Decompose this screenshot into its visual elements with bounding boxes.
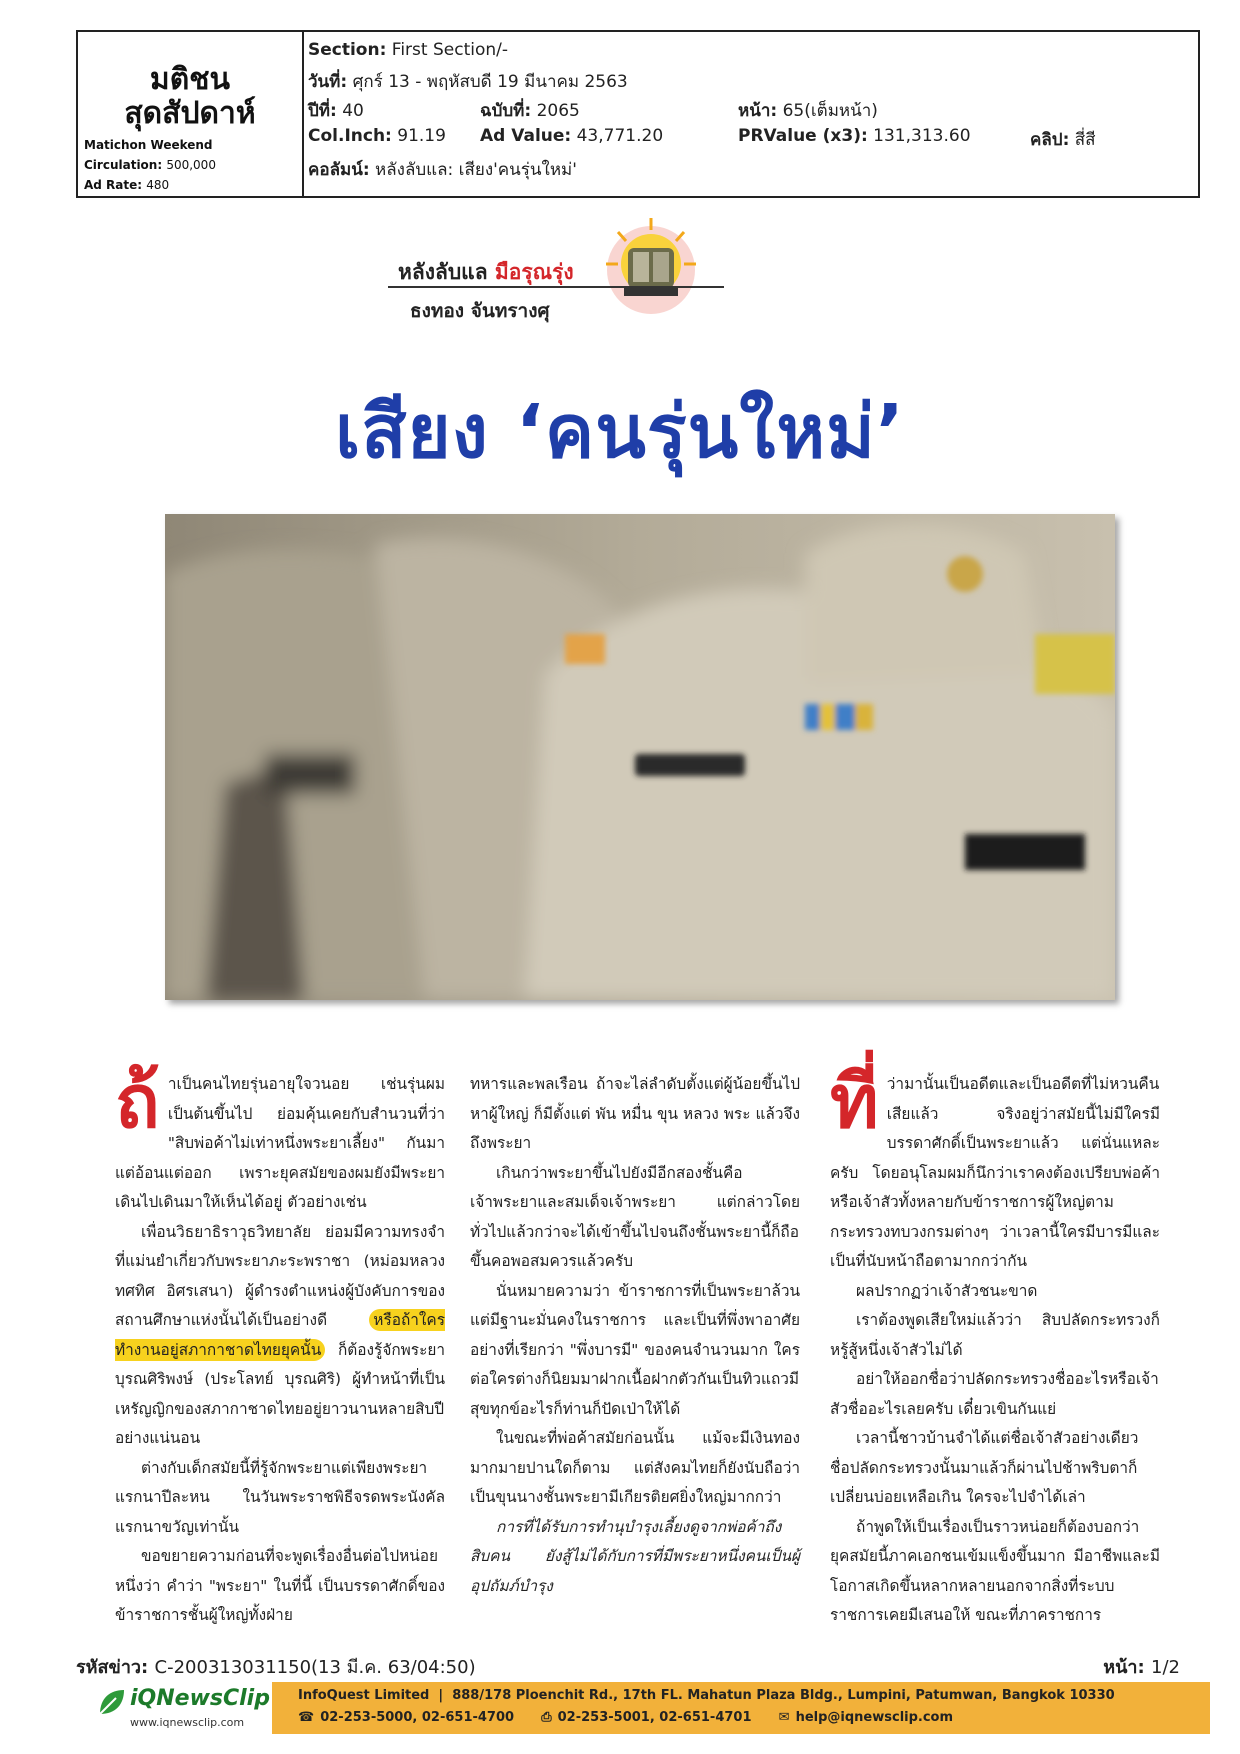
- paragraph: ต่างกับเด็กสมัยนี้ที่รู้จักพระยาแต่เพียงพระยาแรกนาปีละหน ในวันพระราชพิธีจรดพระนังคัลแรกนาขวัญเท่านั้น: [115, 1458, 445, 1536]
- paragraph: เราต้องพูดเสียใหม่แล้วว่า สิบปลัดกระทรวงก็หรู้สู้หนึ่งเจ้าสัวไม่ได้: [830, 1311, 1160, 1359]
- pull-quote: การที่ได้รับการทำนุบำรุงเลี้ยงดูจากพ่อค้าถึงสิบคน ยังสู้ไม่ได้กับการที่มีพระยาหนึ่งคนเป็นผู้อุปถัมภ์บำรุง: [470, 1517, 800, 1595]
- uniformed-officials-image: [165, 514, 1115, 1000]
- article-photo: [165, 514, 1115, 1000]
- phone-icon: ☎: [298, 1710, 315, 1725]
- publication-logo-line2: สุดสัปดาห์: [124, 96, 256, 131]
- headline: เสียง ‘คนรุ่นใหม่’: [334, 389, 906, 475]
- publication-name: Matichon Weekend: [84, 138, 213, 152]
- paragraph: ผลปรากฏว่าเจ้าสัวชนะขาด: [856, 1281, 1038, 1300]
- phone-numbers: 02-253-5000, 02-651-4700: [320, 1710, 515, 1725]
- paragraph: ในขณะที่พ่อค้าสมัยก่อนนั้น แม้จะมีเงินทองมากมายปานใดก็ตาม แต่สังคมไทยก็ยังนับถือว่าเป็นขุนนางชั้นพระยามีเกียรติยศยิ่งใหญ่มากกว่า: [470, 1429, 800, 1506]
- company-address: InfoQuest Limited | 888/178 Ploenchit Rd., 17th FL. Mahatun Plaza Bldg., Lumpini, Patumwan, Bangkok 10330: [298, 1688, 1115, 1703]
- column-name: หลังลับแล มือรุณรุ่ง: [398, 260, 574, 284]
- advalue-field: Ad Value: 43,771.20: [480, 126, 664, 146]
- paragraph: ที่ว่ามานั้นเป็นอดีตและเป็นอดีตที่ไม่หวนคืนเสียแล้ว จริงอยู่ว่าสมัยนี้ไม่มีใครมีบรรดาศักดิ์เป็นพระยาแล้ว แต่นั่นแหละครับ โดยอนุโลมผมก็นึกว่าเราคงต้องเปรียบพ่อค้าหรือเจ้าสัวทั้งหลายกับข้าราชการผู้ใหญ่ตามกระทรวงทบวงกรมต่างๆ ว่าเวลานี้ใครมีบารมีและเป็นที่นับหน้าถือตามากกว่ากัน: [830, 1059, 1160, 1270]
- circulation: Circulation: 500,000: [84, 158, 216, 172]
- clip-field: คลิป: สี่สี: [1030, 130, 1096, 150]
- leaf-logo-icon: [96, 1686, 128, 1718]
- dropcap: ถ้: [115, 1059, 160, 1145]
- email-address[interactable]: help@iqnewsclip.com: [795, 1710, 954, 1725]
- contact-details: [298, 1710, 953, 1725]
- publication-logo-line1: มติชน: [149, 62, 231, 97]
- clipping-header: [76, 30, 1200, 198]
- page-number: หน้า: 1/2: [1103, 1657, 1180, 1678]
- sun-emblem-icon: [596, 214, 706, 324]
- contact-bar: [272, 1682, 1210, 1734]
- ad-rate: Ad Rate: 480: [84, 178, 170, 192]
- column-field: คอลัมน์: หลังลับแล: เสียง'คนรุ่นใหม่': [308, 160, 577, 180]
- paragraph: เวลานี้ชาวบ้านจำได้แต่ชื่อเจ้าสัวอย่างเดียว ชื่อปลัดกระทรวงนั้นมาแล้วก็ผ่านไปช้าพริบตาก็เปลี่ยนบ่อยเหลือเกิน ใครจะไปจำได้เล่า: [830, 1429, 1139, 1506]
- column-banner: [380, 210, 740, 330]
- paragraph: เพื่อนวิธยาธิราวุธวิทยาลัย ย่อมมีความทรงจำที่แม่นยำเกี่ยวกับพระยาภะระพราชา (หม่อมหลวงทศทิศ อิศรเสนา) ผู้ดำรงตำแหน่งผู้บังคับการของสถานศึกษาแห่งนั้นได้เป็นอย่างดี หรือถ้าใครทำงานอยู่สภากาชาดไทยยุคนั้น ก็ต้องรู้จักพระยาบุรณศิริพงษ์ (ประโลทย์ บุรณศิริ) ผู้ทำหน้าที่เป็นเหรัญญิกของสภากาชาดไทยอยู่ยาวนานหลายสิบปีอย่างแน่นอน: [115, 1222, 445, 1447]
- prvalue-field: PRValue (x3): 131,313.60: [738, 126, 971, 146]
- colinch-field: Col.Inch: 91.19: [308, 126, 446, 146]
- brand-url: www.iqnewsclip.com: [130, 1716, 245, 1729]
- dropcap: ที่: [830, 1059, 879, 1145]
- paragraph: เกินกว่าพระยาขึ้นไปยังมีอีกสองชั้นคือ เจ้าพระยาและสมเด็จเจ้าพระยา แต่กล่าวโดยทั่วไปแล้วกว่าจะได้เข้าขึ้นไปจนถึงชั้นพระยานี้ก็ถือขึ้นคอพอสมควรแล้วครับ: [470, 1163, 800, 1270]
- highlighted-text: หรือถ้าใครทำงานอยู่สภากาชาดไทยยุคนั้น: [115, 1311, 445, 1359]
- page-field: หน้า: 65(เต็มหน้า): [738, 101, 878, 121]
- article-column-3: [830, 1059, 1160, 1631]
- year-field: ปีที่: 40: [308, 101, 364, 121]
- paragraph: ถ้าพูดให้เป็นเรื่องเป็นราวหน่อยก็ต้องบอกว่า ยุคสมัยนี้ภาคเอกชนเข้มแข็งขึ้นมาก มีอาชีพและมีโอกาสเกิดขึ้นหลากหลายนอกจากสิ่งที่ระบบราชการเคยมีเสนอให้ ขณะที่ภาคราชการ: [830, 1517, 1160, 1624]
- section-field: Section: First Section/-: [308, 40, 508, 60]
- author-name: ธงทอง จันทรางศุ: [410, 300, 550, 322]
- paragraph: ขอขยายความก่อนที่จะพูดเรื่องอื่นต่อไปหน่อยหนึ่งว่า คำว่า "พระยา" ในที่นี้ เป็นบรรดาศักดิ์ของข้าราชการชั้นผู้ใหญ่ทั้งฝ่าย: [115, 1547, 445, 1624]
- brand-logo: [96, 1682, 270, 1738]
- paragraph: ถ้าเป็นคนไทยรุ่นอายุใจวนอย เช่นรุ่นผมเป็นต้นขึ้นไป ย่อมคุ้นเคยกับสำนวนที่ว่า "สิบพ่อค้าไม่เท่าหนึ่งพระยาเลี้ยง" กันมาแต่อ้อนแต่ออก เพราะยุคสมัยของผมยังมีพระยาเดินไปเดินมาให้เห็นได้อยู่ ตัวอย่างเช่น: [115, 1059, 445, 1211]
- banner-rule: [388, 286, 724, 288]
- article-column-1: [115, 1059, 445, 1631]
- email-icon: ✉: [778, 1710, 790, 1725]
- news-code: รหัสข่าว: C-200313031150(13 มี.ค. 63/04:50): [76, 1657, 476, 1678]
- paragraph: อย่าให้ออกชื่อว่าปลัดกระทรวงชื่ออะไรหรือเจ้าสัวชื่ออะไรเลยครับ เดี๋ยวเขินกันแย่: [830, 1370, 1159, 1418]
- article-column-2: [470, 1070, 800, 1601]
- publication-block: [78, 32, 302, 196]
- issue-field: ฉบับที่: 2065: [480, 101, 580, 121]
- header-divider: [302, 32, 304, 196]
- date-field: วันที่: ศุกร์ 13 - พฤหัสบดี 19 มีนาคม 2563: [308, 72, 628, 92]
- paragraph: นั่นหมายความว่า ข้าราชการที่เป็นพระยาล้วนแต่มีฐานะมั่นคงในราชการ และเป็นที่พึ่งพาอาศัยอย่างที่เรียกว่า "พึ่งบารมี" ของคนจำนวนมาก ใครต่อใครต่างก็นิยมมาฝากเนื้อฝากตัวกันเป็นทิวแถวมีสุขทุกข์อะไรก็ท่านก็ปัดเป่าให้ได้: [470, 1281, 800, 1418]
- fax-numbers: 02-253-5001, 02-651-4701: [557, 1710, 752, 1725]
- paragraph: ทหารและพลเรือน ถ้าจะไล่ลำดับตั้งแต่ผู้น้อยขึ้นไปหาผู้ใหญ่ ก็มีตั้งแต่ พัน หมื่น ขุน หลวง พระ แล้วจึงถึงพระยา: [470, 1075, 800, 1152]
- fax-icon: ⎙: [541, 1710, 552, 1725]
- brand-name: iQNewsClip: [130, 1686, 270, 1711]
